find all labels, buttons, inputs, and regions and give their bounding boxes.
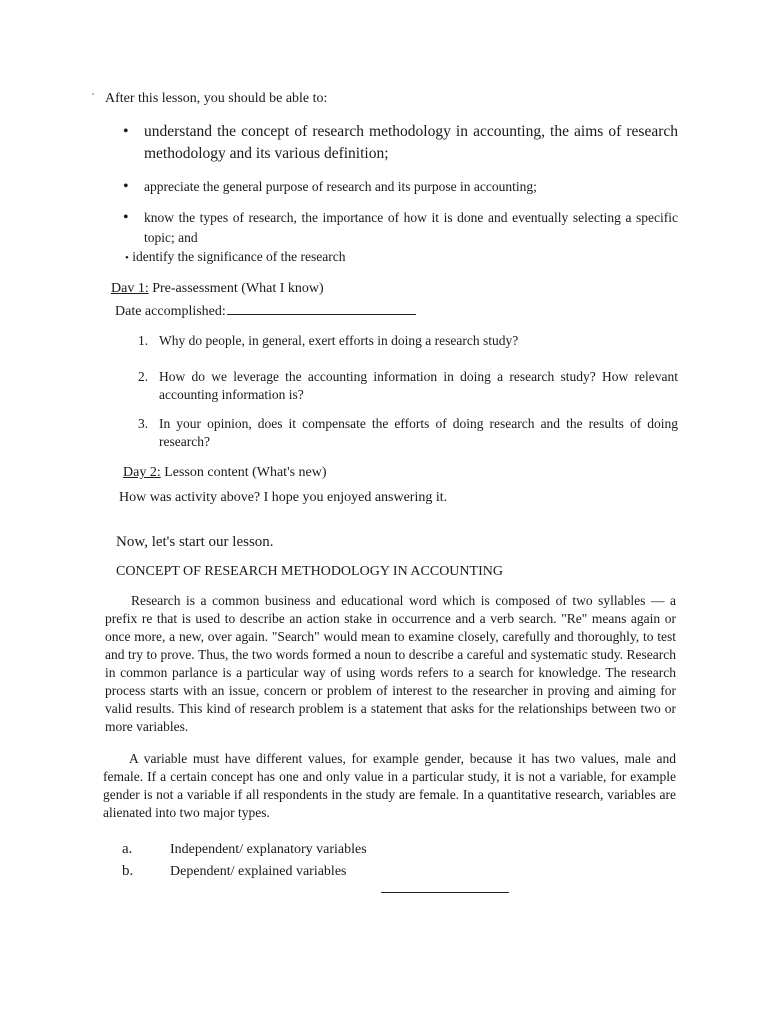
day2-label: Day 2: bbox=[123, 465, 161, 480]
paragraph bbox=[103, 750, 676, 822]
objective-item bbox=[125, 249, 346, 265]
question-number: 3. bbox=[138, 416, 149, 431]
objective-text: understand the concept of research methodology in accounting, the aims of research methodology and its various definition; bbox=[144, 123, 678, 162]
question-text: How do we leverage the accounting information in doing a research study? How relevant accounting information is? bbox=[159, 369, 678, 402]
section-heading: CONCEPT OF RESEARCH METHODOLOGY IN ACCOUNTING bbox=[116, 564, 503, 579]
question-text: Why do people, in general, exert efforts in doing a research study? bbox=[159, 333, 519, 348]
date-blank-line bbox=[227, 301, 416, 315]
bullet-icon: • bbox=[125, 252, 129, 264]
bullet-icon: • bbox=[123, 209, 129, 226]
bullet-icon: • bbox=[123, 123, 129, 140]
variable-type-item bbox=[122, 863, 346, 880]
objective-text: appreciate the general purpose of research and its purpose in accounting; bbox=[144, 179, 537, 194]
day1-label: Dav 1: bbox=[111, 281, 149, 296]
day1-title: Pre-assessment (What I know) bbox=[148, 281, 324, 296]
item-letter: a. bbox=[122, 841, 133, 857]
date-accomplished bbox=[115, 301, 416, 320]
item-text: Dependent/ explained variables bbox=[170, 864, 347, 879]
paragraph bbox=[105, 592, 676, 736]
variable-type-item bbox=[122, 841, 367, 858]
start-lesson-text: Now, let's start our lesson. bbox=[116, 534, 274, 550]
footer-divider-line bbox=[381, 892, 509, 893]
day2-title: Lesson content (What's new) bbox=[160, 465, 327, 480]
intro-text: After this lesson, you should be able to: bbox=[105, 91, 328, 106]
item-letter: b. bbox=[122, 863, 134, 879]
objective-text: identify the significance of the research bbox=[132, 249, 346, 264]
item-text: Independent/ explanatory variables bbox=[170, 842, 367, 857]
question-number: 1. bbox=[138, 333, 149, 348]
objective-text: know the types of research, the importance of how it is done and eventually selecting a specific topic; and bbox=[144, 210, 678, 245]
question-number: 2. bbox=[138, 369, 149, 384]
bullet-icon: • bbox=[123, 178, 129, 195]
activity-text: How was activity above? I hope you enjoyed answering it. bbox=[119, 490, 448, 505]
question-text: In your opinion, does it compensate the efforts of doing research and the results of doing research? bbox=[159, 416, 678, 449]
stray-mark bbox=[92, 93, 94, 95]
paragraph-text: A variable must have different values, for example gender, because it has two values, male and female. If a certain concept has one and only value in a particular study, it is not a variable, for example gender is not a variable if all respondents in the study are female. In a quantitative research, variables are alienated into two major types. bbox=[103, 751, 676, 820]
day2-heading bbox=[123, 465, 327, 481]
day1-heading bbox=[111, 281, 324, 297]
paragraph-text: Research is a common business and educational word which is composed of two syllables — a prefix re that is used to describe an action stake in occurrence and a verb search. "Re" means again or once more, a new, over again. "Search" would mean to examine closely, carefully and thoroughly, to test and try to prove. Thus, the two words formed a noun to describe a careful and systematic study. Research in common parlance is a particular way of using words refers to a search for knowledge. The research process starts with an issue, concern or problem of interest to the researcher in proving and aiming for valid results. This kind of research problem is a statement that asks for the relationships between two or more variables. bbox=[105, 593, 676, 734]
date-label: Date accomplished: bbox=[115, 304, 226, 319]
